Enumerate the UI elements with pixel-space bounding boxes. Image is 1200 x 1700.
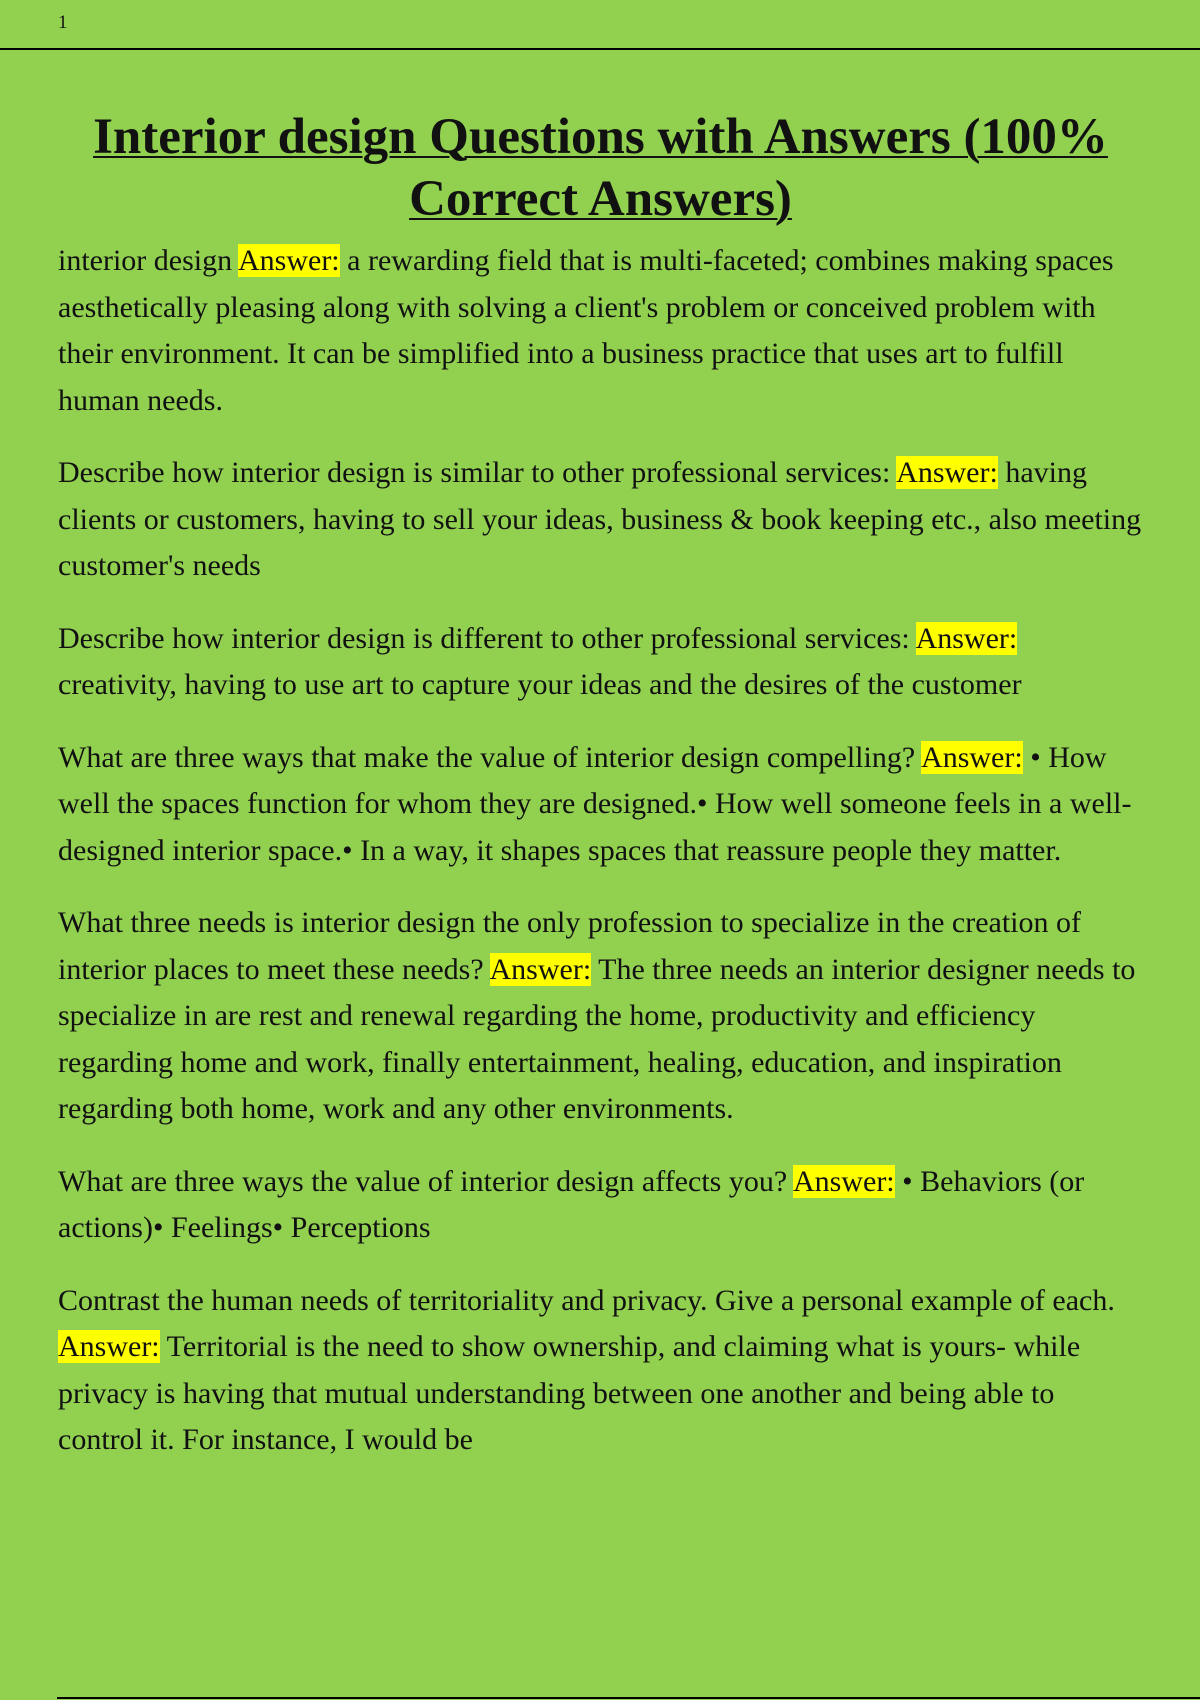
answer-tag: Answer: [58, 1330, 160, 1363]
question-text: interior design [58, 244, 233, 277]
document-title: Interior design Questions with Answers (100% Correct Answers) [93, 109, 1108, 227]
question-text: Describe how interior design is similar to other professional services: [58, 456, 891, 489]
question-text: What are three ways the value of interior design affects you? [58, 1164, 788, 1198]
answer-tag: Answer: [238, 244, 340, 277]
answer-text: • Behaviors (or actions)• Feelings• Perceptions [58, 1164, 1085, 1244]
answer-text: The three needs an interior designer needs to specialize in are rest and renewal regarding the home, productivity and efficiency regarding home and work, finally entertainment, healing, education, and inspiration regarding both home, work and any other environments. [58, 952, 1136, 1125]
footer-rule [57, 1697, 1200, 1699]
question-text: Describe how interior design is different to other professional services: [58, 621, 910, 655]
document-body [58, 106, 1143, 1490]
qa-item [58, 238, 1143, 424]
qa-item [58, 450, 1143, 590]
qa-item [58, 616, 1143, 709]
qa-item [58, 1278, 1143, 1464]
answer-tag: Answer: [793, 1164, 895, 1198]
page-number: 1 [58, 12, 68, 33]
answer-text: having clients or customers, having to sell your ideas, business & book keeping etc., also meeting customer's needs [58, 456, 1142, 582]
question-text: Contrast the human needs of territoriality and privacy. Give a personal example of each. [58, 1283, 1115, 1317]
answer-tag: Answer: [489, 952, 592, 986]
answer-text: a rewarding field that is multi-faceted; combines making spaces aesthetically pleasing along with solving a client's problem or conceived problem with their environment. It can be simplified into a business practice that uses art to fulfill human needs. [58, 244, 1114, 417]
question-text: What three needs is interior design the only profession to specialize in the creation of interior places to meet these needs? [58, 906, 1082, 986]
qa-item [58, 1159, 1143, 1252]
qa-item [58, 735, 1143, 875]
header-rule [0, 48, 1200, 50]
answer-text: • How well the spaces function for whom they are designed.• How well someone feels in a well-designed interior space.• In a way, it shapes spaces that reassure people they matter. [58, 740, 1132, 867]
answer-text: Territorial is the need to show ownership, and claiming what is yours- while privacy is having that mutual understanding between one another and being able to control it. For instance, I would be [58, 1330, 1081, 1456]
question-text: What are three ways that make the value of interior design compelling? [58, 740, 916, 774]
answer-tag: Answer: [896, 456, 998, 489]
answer-text: creativity, having to use art to capture your ideas and the desires of the customer [58, 668, 1022, 701]
answer-tag: Answer: [921, 740, 1023, 774]
qa-item [58, 900, 1143, 1133]
answer-tag: Answer: [915, 621, 1018, 655]
